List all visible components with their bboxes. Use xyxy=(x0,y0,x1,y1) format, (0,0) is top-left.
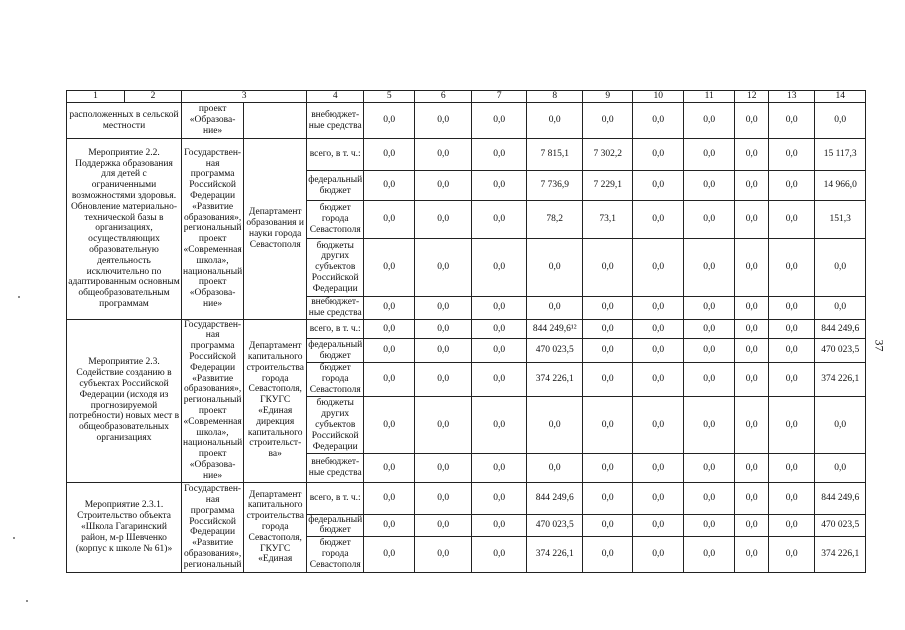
executor-cell xyxy=(244,103,307,139)
value-cell: 844 249,6 xyxy=(527,482,583,514)
value-cell: 0,0 xyxy=(769,339,815,362)
value-cell: 470 023,5 xyxy=(815,339,866,362)
value-cell: 0,0 xyxy=(415,201,472,239)
header-cell: 3 xyxy=(182,91,307,103)
executor-cell: Департамент капитального строительства города Севастополя, ГКУГС «Единая дирекция капитального строительст-ва» xyxy=(244,319,307,482)
value-cell: 0,0 xyxy=(472,397,527,454)
value-cell: 0,0 xyxy=(684,537,735,573)
value-cell: 0,0 xyxy=(415,482,472,514)
value-cell: 0,0 xyxy=(769,201,815,239)
value-cell: 0,0 xyxy=(769,297,815,320)
value-cell: 78,2 xyxy=(527,201,583,239)
value-cell: 0,0 xyxy=(415,514,472,537)
value-cell: 0,0 xyxy=(415,537,472,573)
page-number: 37 xyxy=(872,339,887,352)
value-cell: 0,0 xyxy=(684,171,735,201)
value-cell: 0,0 xyxy=(472,171,527,201)
value-cell: 0,0 xyxy=(472,239,527,297)
value-cell: 0,0 xyxy=(364,171,415,201)
value-cell: 0,0 xyxy=(633,103,684,139)
value-cell: 0,0 xyxy=(815,454,866,482)
table-row xyxy=(67,139,866,171)
value-cell: 0,0 xyxy=(364,454,415,482)
source-label: всего, в т. ч.: xyxy=(307,319,364,339)
value-cell: 844 249,6 xyxy=(815,319,866,339)
source-label: бюджет города Севастополя xyxy=(307,201,364,239)
value-cell: 7 229,1 xyxy=(583,171,633,201)
value-cell: 0,0 xyxy=(364,297,415,320)
document-page xyxy=(66,90,866,573)
value-cell: 0,0 xyxy=(472,201,527,239)
source-label: внебюджет-ные средства xyxy=(307,454,364,482)
value-cell: 0,0 xyxy=(527,397,583,454)
value-cell: 0,0 xyxy=(769,171,815,201)
value-cell: 0,0 xyxy=(364,103,415,139)
value-cell: 0,0 xyxy=(364,239,415,297)
program-cell: проект «Образова-ние» xyxy=(182,103,244,139)
value-cell: 0,0 xyxy=(735,201,769,239)
value-cell: 0,0 xyxy=(633,514,684,537)
value-cell: 0,0 xyxy=(735,537,769,573)
value-cell: 374 226,1 xyxy=(527,537,583,573)
value-cell: 0,0 xyxy=(769,482,815,514)
value-cell: 470 023,5 xyxy=(527,514,583,537)
value-cell: 0,0 xyxy=(633,339,684,362)
value-cell: 0,0 xyxy=(472,514,527,537)
program-cell: Государствен-ная программа Российской Федерации «Развитие образования», региональный xyxy=(182,482,244,573)
value-cell: 0,0 xyxy=(735,103,769,139)
value-cell: 374 226,1 xyxy=(815,537,866,573)
value-cell: 0,0 xyxy=(583,454,633,482)
budget-table xyxy=(66,90,866,573)
value-cell: 374 226,1 xyxy=(815,362,866,397)
value-cell: 0,0 xyxy=(684,319,735,339)
value-cell: 0,0 xyxy=(633,537,684,573)
value-cell: 0,0 xyxy=(364,537,415,573)
value-cell: 0,0 xyxy=(769,537,815,573)
program-cell: Государствен-ная программа Российской Федерации «Развитие образования», региональный проект «Современная школа», национальный проект «Образова-ние» xyxy=(182,139,244,320)
measure-title: расположенных в сельской местности xyxy=(67,103,182,139)
value-cell: 0,0 xyxy=(684,297,735,320)
source-label: федеральный бюджет xyxy=(308,514,363,536)
value-cell: 0,0 xyxy=(415,171,472,201)
value-cell: 0,0 xyxy=(364,139,415,171)
table-row xyxy=(67,103,866,139)
value-cell: 0,0 xyxy=(684,362,735,397)
value-cell: 0,0 xyxy=(583,319,633,339)
value-cell: 0,0 xyxy=(364,201,415,239)
executor-cell: Департамент образования и науки города Севастополя xyxy=(244,139,307,320)
value-cell: 0,0 xyxy=(633,362,684,397)
source-label: федеральный бюджет xyxy=(308,339,363,361)
value-cell: 0,0 xyxy=(633,454,684,482)
value-cell: 0,0 xyxy=(633,319,684,339)
value-cell: 0,0 xyxy=(769,454,815,482)
value-cell: 0,0 xyxy=(633,171,684,201)
value-cell: 0,0 xyxy=(415,454,472,482)
source-label: внебюджет-ные средства xyxy=(307,103,364,139)
value-cell: 470 023,5 xyxy=(527,339,583,362)
value-cell: 73,1 xyxy=(583,201,633,239)
value-cell: 0,0 xyxy=(735,454,769,482)
value-cell: 0,0 xyxy=(684,482,735,514)
source-label: бюджеты других субъектов Российской Федерации xyxy=(307,239,364,297)
source-label: федеральный бюджет xyxy=(307,171,364,201)
value-cell: 0,0 xyxy=(684,397,735,454)
value-cell: 0,0 xyxy=(735,397,769,454)
value-cell: 0,0 xyxy=(364,339,415,362)
value-cell: 0,0 xyxy=(769,319,815,339)
value-cell: 0,0 xyxy=(472,537,527,573)
value-cell: 0,0 xyxy=(364,362,415,397)
header-cell: 2 xyxy=(125,91,182,103)
value-cell: 0,0 xyxy=(815,397,866,454)
value-cell: 374 226,1 xyxy=(527,362,583,397)
measure-title: Мероприятие 2.3. Содействие созданию в субъектах Российской Федерации (исходя из прогнозируемой потребности) новых мест в общеобразовательных организациях xyxy=(67,319,182,482)
value-cell: 0,0 xyxy=(769,362,815,397)
header-cell: 13 xyxy=(769,91,815,103)
value-cell: 0,0 xyxy=(364,482,415,514)
value-cell: 844 249,6 xyxy=(815,482,866,514)
scan-speck xyxy=(26,600,28,602)
value-cell: 0,0 xyxy=(415,362,472,397)
value-cell: 0,0 xyxy=(583,537,633,573)
value-cell: 7 815,1 xyxy=(527,139,583,171)
value-cell: 0,0 xyxy=(527,103,583,139)
header-cell: 8 xyxy=(527,91,583,103)
value-cell: 0,0 xyxy=(583,339,633,362)
value-cell: 0,0 xyxy=(583,297,633,320)
value-cell: 0,0 xyxy=(415,239,472,297)
value-cell: 0,0 xyxy=(735,139,769,171)
value-cell: 0,0 xyxy=(769,239,815,297)
value-cell: 0,0 xyxy=(769,139,815,171)
value-cell: 15 117,3 xyxy=(815,139,866,171)
value-cell: 470 023,5 xyxy=(815,514,866,537)
header-cell: 5 xyxy=(364,91,415,103)
table-row xyxy=(67,319,866,339)
measure-title: Мероприятие 2.2. Поддержка образования для детей с ограниченными возможностями здоровья. Обновление материально-технической базы в организациях, осуществляющих образовательную деятельность исключительно по адаптированным основным общеобразовательным программам xyxy=(67,139,182,320)
value-cell: 0,0 xyxy=(364,397,415,454)
value-cell: 0,0 xyxy=(415,297,472,320)
value-cell: 0,0 xyxy=(735,362,769,397)
value-cell: 0,0 xyxy=(769,514,815,537)
measure-title: Мероприятие 2.3.1. Строительство объекта «Школа Гагаринский район, м-р Шевченко (корпус к школе № 61)» xyxy=(67,482,182,573)
value-cell: 0,0 xyxy=(735,239,769,297)
value-cell: 0,0 xyxy=(684,239,735,297)
header-cell: 7 xyxy=(472,91,527,103)
source-label: бюджет города Севастополя xyxy=(307,362,364,397)
value-cell: 0,0 xyxy=(415,103,472,139)
value-cell: 0,0 xyxy=(472,454,527,482)
value-cell: 0,0 xyxy=(633,139,684,171)
value-cell: 0,0 xyxy=(684,454,735,482)
header-cell: 4 xyxy=(307,91,364,103)
value-cell: 0,0 xyxy=(633,482,684,514)
value-cell: 0,0 xyxy=(583,397,633,454)
value-cell: 0,0 xyxy=(684,514,735,537)
value-cell: 0,0 xyxy=(684,139,735,171)
header-cell: 11 xyxy=(684,91,735,103)
value-cell: 0,0 xyxy=(527,297,583,320)
value-cell: 0,0 xyxy=(583,482,633,514)
value-cell: 0,0 xyxy=(472,297,527,320)
value-cell: 0,0 xyxy=(583,103,633,139)
value-cell: 0,0 xyxy=(415,319,472,339)
value-cell: 844 249,6¹² xyxy=(527,319,583,339)
source-label: бюджет города Севастополя xyxy=(307,537,364,573)
value-cell: 0,0 xyxy=(415,339,472,362)
source-label: бюджеты других субъектов Российской Федерации xyxy=(307,397,364,454)
value-cell: 0,0 xyxy=(735,514,769,537)
value-cell: 0,0 xyxy=(583,514,633,537)
executor-cell: Департамент капитального строительства города Севастополя, ГКУГС «Единая xyxy=(244,482,307,573)
header-cell: 6 xyxy=(415,91,472,103)
header-cell: 1 xyxy=(67,91,125,103)
value-cell: 0,0 xyxy=(633,397,684,454)
value-cell: 0,0 xyxy=(769,397,815,454)
source-label: всего, в т. ч.: xyxy=(307,139,364,171)
value-cell: 0,0 xyxy=(815,297,866,320)
value-cell: 0,0 xyxy=(815,239,866,297)
value-cell: 0,0 xyxy=(527,454,583,482)
value-cell: 7 302,2 xyxy=(583,139,633,171)
value-cell: 0,0 xyxy=(364,514,415,537)
table-row xyxy=(67,91,866,103)
value-cell: 0,0 xyxy=(735,319,769,339)
table-row xyxy=(67,482,866,514)
header-cell: 12 xyxy=(735,91,769,103)
value-cell: 151,3 xyxy=(815,201,866,239)
source-label: внебюджет-ные средства xyxy=(307,297,364,320)
value-cell: 0,0 xyxy=(769,103,815,139)
value-cell: 0,0 xyxy=(633,297,684,320)
value-cell: 0,0 xyxy=(684,103,735,139)
value-cell: 0,0 xyxy=(415,397,472,454)
value-cell: 0,0 xyxy=(415,139,472,171)
header-cell: 9 xyxy=(583,91,633,103)
value-cell: 0,0 xyxy=(472,319,527,339)
value-cell: 0,0 xyxy=(684,201,735,239)
header-cell: 10 xyxy=(633,91,684,103)
value-cell: 7 736,9 xyxy=(527,171,583,201)
scan-speck xyxy=(13,537,15,539)
value-cell: 0,0 xyxy=(735,297,769,320)
value-cell: 0,0 xyxy=(527,239,583,297)
value-cell: 0,0 xyxy=(472,339,527,362)
value-cell: 0,0 xyxy=(472,362,527,397)
value-cell: 0,0 xyxy=(815,103,866,139)
header-cell: 14 xyxy=(815,91,866,103)
program-cell: Государствен-ная программа Российской Федерации «Развитие образования», региональный проект «Современная школа», национальный проект «Образова-ние» xyxy=(183,319,243,481)
value-cell: 0,0 xyxy=(735,339,769,362)
scan-speck xyxy=(18,296,20,298)
value-cell: 0,0 xyxy=(472,482,527,514)
value-cell: 0,0 xyxy=(735,171,769,201)
value-cell: 0,0 xyxy=(472,139,527,171)
source-label: всего, в т. ч.: xyxy=(307,482,364,514)
value-cell: 0,0 xyxy=(364,319,415,339)
value-cell: 0,0 xyxy=(583,239,633,297)
value-cell: 14 966,0 xyxy=(815,171,866,201)
value-cell: 0,0 xyxy=(684,339,735,362)
value-cell: 0,0 xyxy=(735,482,769,514)
value-cell: 0,0 xyxy=(472,103,527,139)
value-cell: 0,0 xyxy=(633,239,684,297)
value-cell: 0,0 xyxy=(633,201,684,239)
value-cell: 0,0 xyxy=(583,362,633,397)
